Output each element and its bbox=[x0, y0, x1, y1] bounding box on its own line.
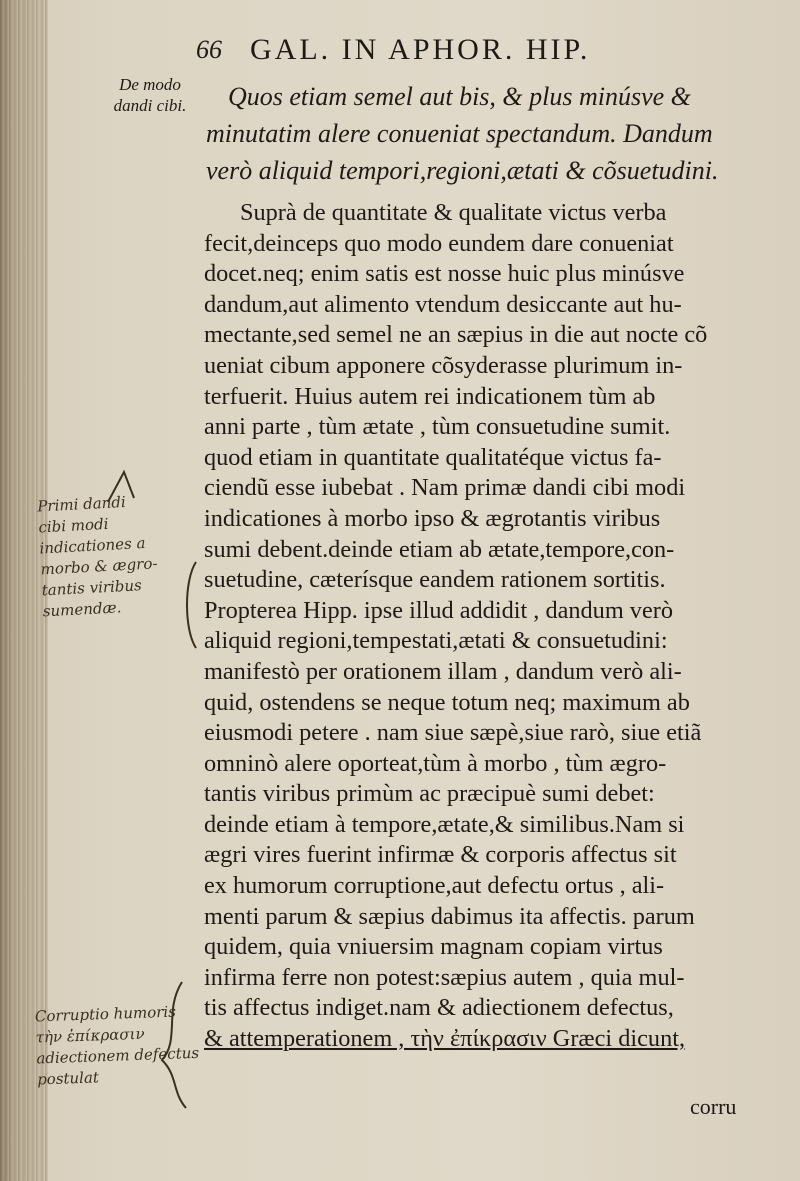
handwritten-line: indicationes a bbox=[39, 533, 146, 558]
handwritten-line: postulat bbox=[36, 1068, 100, 1089]
commentary-line: quidem, quia vniuersim magnam copiam virtus bbox=[204, 933, 663, 961]
commentary-line: suetudine, cæterísque eandem rationem sortitis. bbox=[204, 566, 666, 594]
handwritten-margin-note bbox=[35, 1000, 238, 1091]
commentary-line: ex humorum corruptione,aut defectu ortus , ali- bbox=[204, 872, 665, 900]
commentary-line: deinde etiam à tempore,ætate,& similibus.Nam si bbox=[204, 810, 685, 838]
commentary-line-struck: indicationes à morbo ipso & ægrotantis viribus bbox=[204, 504, 661, 532]
commentary-line: Propterea Hipp. ipse illud addidit , dandum verò bbox=[204, 596, 673, 624]
commentary-line-struck: sumi debent.deinde etiam ab ætate,tempore,con- bbox=[204, 535, 675, 563]
handwritten-line: adiectionem defectus bbox=[36, 1043, 200, 1068]
commentary-text bbox=[204, 198, 789, 1055]
commentary-line-struck: ciendũ esse iubebat . Nam primæ dandi cibi modi bbox=[204, 474, 686, 502]
commentary-line: terfuerit. Huius autem rei indicationem tùm ab bbox=[204, 382, 656, 410]
commentary-line: ueniat cibum apponere cõsyderasse plurimum in- bbox=[204, 351, 683, 379]
margin-note-line: De modo bbox=[119, 75, 181, 94]
commentary-line: Suprà de quantitate & qualitate victus verba bbox=[240, 199, 667, 226]
commentary-line: quid, ostendens se neque totum neq; maximum ab bbox=[204, 688, 690, 716]
handwritten-line: Primi dandi bbox=[36, 492, 127, 516]
handwritten-line: morbo & ægro- bbox=[40, 554, 158, 579]
commentary-line: ægri vires fuerint infirmæ & corporis affectus sit bbox=[204, 841, 677, 869]
commentary-line: anni parte , tùm ætate , tùm consuetudine sumit. bbox=[204, 413, 671, 441]
commentary-line-underlined: & attemperationem , τὴν ἐπίκρασιν Græci dicunt, bbox=[204, 1025, 686, 1053]
margin-note-line: dandi cibi. bbox=[113, 96, 187, 115]
page-number: 66 bbox=[196, 35, 222, 64]
commentary-line: menti parum & sæpius dabimus ita affectis. parum bbox=[204, 902, 695, 930]
commentary-line: docet.neq; enim satis est nosse huic plus minúsve bbox=[204, 260, 685, 288]
handwritten-line: τὴν ἐπίκρασιν bbox=[35, 1024, 145, 1047]
commentary-line: quod etiam in quantitate qualitatéque victus fa- bbox=[204, 443, 662, 471]
running-title: GAL. IN APHOR. HIP. bbox=[250, 33, 591, 66]
aphorism-line: Quos etiam semel aut bis, & plus minúsve & bbox=[228, 82, 691, 111]
commentary-line: manifestò per orationem illam , dandum verò ali- bbox=[204, 657, 682, 685]
commentary-line: dandum,aut alimento vtendum desiccante aut hu- bbox=[204, 290, 682, 318]
aphorism-line: verò aliquid tempori,regioni,ætati & cõsuetudini. bbox=[206, 156, 719, 185]
aphorism-text bbox=[206, 78, 786, 189]
catchword: corru bbox=[690, 1094, 737, 1119]
commentary-line: aliquid regioni,tempestati,ætati & consuetudini: bbox=[204, 627, 668, 655]
commentary-line: mectante,sed semel ne an sæpius in die aut nocte cõ bbox=[204, 321, 708, 349]
commentary-line-struck: tis affectus indiget.nam & adiectionem defectus, bbox=[204, 994, 674, 1022]
handwritten-line: tantis viribus bbox=[41, 576, 143, 600]
commentary-line: omninò alere oporteat,tùm à morbo , tùm ægro- bbox=[204, 749, 667, 777]
aphorism-line: minutatim alere conueniat spectandum. Dandum bbox=[206, 119, 713, 148]
handwritten-line: cibi modi bbox=[37, 514, 109, 537]
commentary-line: eiusmodi petere . nam siue sæpè,siue rarò, siue etiã bbox=[204, 719, 702, 747]
commentary-line: fecit,deinceps quo modo eundem dare conueniat bbox=[204, 229, 674, 257]
running-head bbox=[196, 30, 736, 70]
printed-margin-note bbox=[96, 74, 204, 116]
handwritten-line: Corruptio humoris bbox=[34, 1002, 177, 1026]
handwritten-line: sumendæ. bbox=[42, 598, 122, 621]
commentary-line: infirma ferre non potest:sæpius autem , quia mul- bbox=[204, 963, 685, 991]
commentary-line: tantis viribus primùm ac præcipuè sumi debet: bbox=[204, 780, 655, 808]
handwritten-margin-note bbox=[37, 488, 213, 623]
